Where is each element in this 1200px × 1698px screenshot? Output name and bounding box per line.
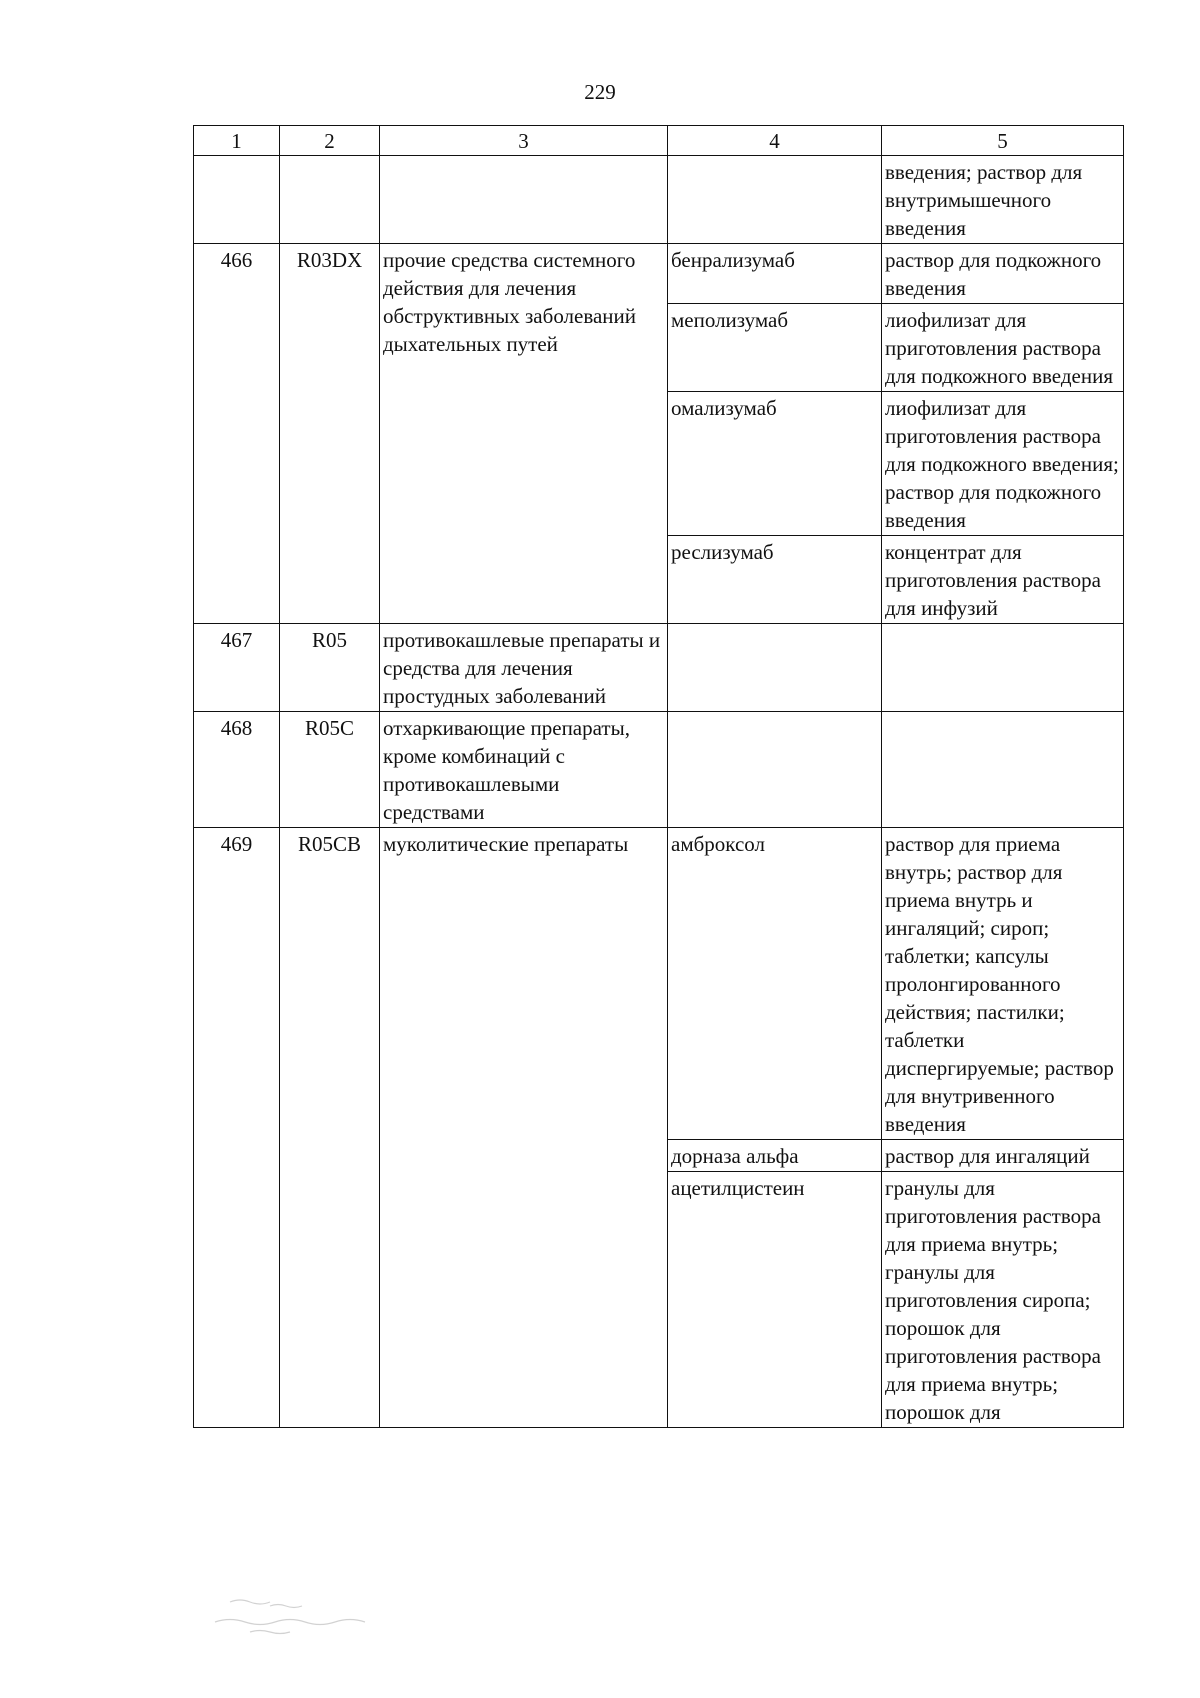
faint-stamp-mark: [210, 1592, 410, 1642]
column-header: 2: [280, 126, 380, 156]
column-header: 3: [380, 126, 668, 156]
drug-cell: реслизумаб: [668, 536, 882, 624]
drug-cell: [668, 624, 882, 712]
num-cell: 468: [194, 712, 280, 828]
drug-cell: омализумаб: [668, 392, 882, 536]
drug-cell: амброксол: [668, 828, 882, 1140]
code-cell: [280, 156, 380, 244]
num-cell: [194, 156, 280, 244]
form-cell: [882, 712, 1124, 828]
num-cell: 467: [194, 624, 280, 712]
table-row: [194, 828, 1124, 1140]
desc-cell: противокашлевые препараты и средства для лечения простудных заболеваний: [380, 624, 668, 712]
form-cell: раствор для приема внутрь; раствор для приема внутрь и ингаляций; сироп; таблетки; капсулы пролонгированного действия; пастилки; таблетки диспергируемые; раствор для внутривенного введения: [882, 828, 1124, 1140]
drug-table: [193, 125, 1124, 1428]
drug-cell: меполизумаб: [668, 304, 882, 392]
desc-cell: отхаркивающие препараты, кроме комбинаций с противокашлевыми средствами: [380, 712, 668, 828]
column-header: 5: [882, 126, 1124, 156]
table-row: [194, 624, 1124, 712]
drug-cell: [668, 156, 882, 244]
form-cell: гранулы для приготовления раствора для приема внутрь; гранулы для приготовления сиропа; порошок для приготовления раствора для приема внутрь; порошок для: [882, 1172, 1124, 1428]
form-cell: введения; раствор для внутримышечного введения: [882, 156, 1124, 244]
form-cell: концентрат для приготовления раствора для инфузий: [882, 536, 1124, 624]
drug-cell: ацетилцистеин: [668, 1172, 882, 1428]
code-cell: R05: [280, 624, 380, 712]
num-cell: 466: [194, 244, 280, 624]
form-cell: раствор для ингаляций: [882, 1140, 1124, 1172]
column-header: 4: [668, 126, 882, 156]
desc-cell: муколитические препараты: [380, 828, 668, 1428]
table-row: [194, 712, 1124, 828]
num-cell: 469: [194, 828, 280, 1428]
header-row: [194, 126, 1124, 156]
form-cell: лиофилизат для приготовления раствора для подкожного введения: [882, 304, 1124, 392]
desc-cell: [380, 156, 668, 244]
page-number: 229: [584, 80, 616, 104]
column-header: 1: [194, 126, 280, 156]
table-row: [194, 156, 1124, 244]
drug-cell: [668, 712, 882, 828]
code-cell: R05C: [280, 712, 380, 828]
table-row: [194, 244, 1124, 304]
code-cell: R03DX: [280, 244, 380, 624]
drug-cell: бенрализумаб: [668, 244, 882, 304]
drug-cell: дорназа альфа: [668, 1140, 882, 1172]
form-cell: лиофилизат для приготовления раствора для подкожного введения; раствор для подкожного введения: [882, 392, 1124, 536]
form-cell: [882, 624, 1124, 712]
desc-cell: прочие средства системного действия для лечения обструктивных заболеваний дыхательных путей: [380, 244, 668, 624]
code-cell: R05CB: [280, 828, 380, 1428]
form-cell: раствор для подкожного введения: [882, 244, 1124, 304]
